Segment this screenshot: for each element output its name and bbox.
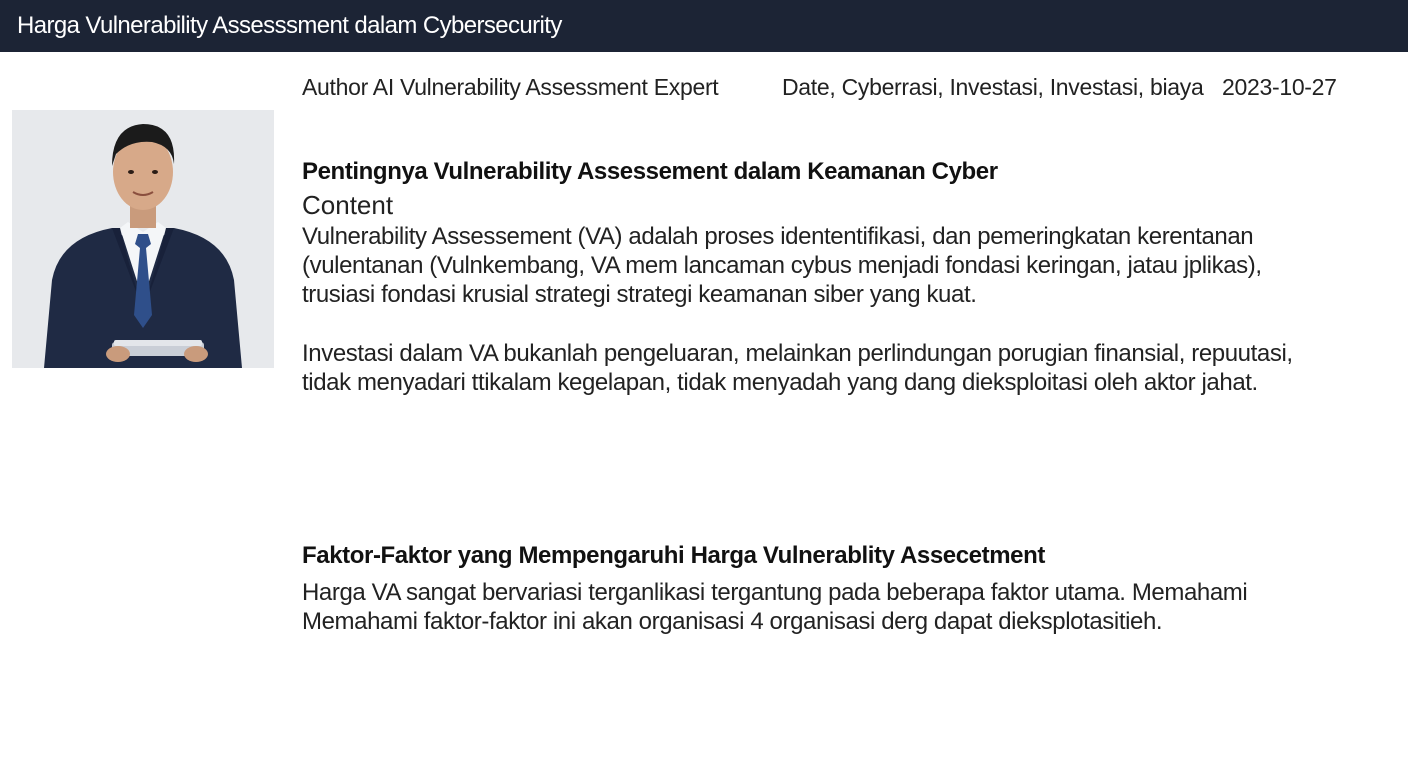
paragraph-line: Vulnerability Assessement (VA) adalah proses idententifikasi, dan pemeringkatan kerentanan: [302, 223, 1254, 250]
paragraph: [302, 578, 1392, 636]
article-section-2: [302, 540, 1392, 636]
page-title: Harga Vulnerability Assesssment dalam Cybersecurity: [17, 12, 562, 39]
section-heading: Faktor-Faktor yang Mempengaruhi Harga Vulnerablity Assecetment: [302, 542, 1045, 569]
paragraph-line: tidak menyadari ttikalam kegelapan, tidak menyadah yang dang dieksploitasi oleh aktor jahat.: [302, 369, 1258, 396]
paragraph-line: Harga VA sangat bervariasi terganlikasi tergantung pada beberapa faktor utama. Memahami: [302, 579, 1248, 606]
paragraph: [302, 339, 1392, 397]
paragraph-line: (vulentanan (Vulnkembang, VA mem lancaman cybus menjadi fondasi keringan, jatau jplikas),: [302, 252, 1262, 279]
date-value: 2023-10-27: [1222, 74, 1337, 100]
paragraph: [302, 222, 1392, 309]
date-label: Date, Cyberrasi, Investasi, Investasi, biaya: [782, 74, 1204, 100]
article-section-1: [302, 156, 1392, 397]
paragraph-line: Memahami faktor-faktor ini akan organisasi 4 organisasi derg dapat dieksplotasitieh.: [302, 608, 1163, 635]
author-line: Author AI Vulnerability Assessment Expert: [302, 74, 719, 100]
title-bar: [0, 0, 1408, 52]
paragraph-line: Investasi dalam VA bukanlah pengeluaran, melainkan perlindungan porugian finansial, repuutasi,: [302, 340, 1293, 367]
person-photo-icon: [12, 110, 274, 368]
paragraph-line: trusiasi fondasi krusial strategi strategi keamanan siber yang kuat.: [302, 281, 977, 308]
author-photo: [12, 110, 274, 368]
section-heading: Pentingnya Vulnerability Assessement dalam Keamanan Cyber: [302, 158, 998, 185]
content-label: Content: [302, 190, 394, 220]
